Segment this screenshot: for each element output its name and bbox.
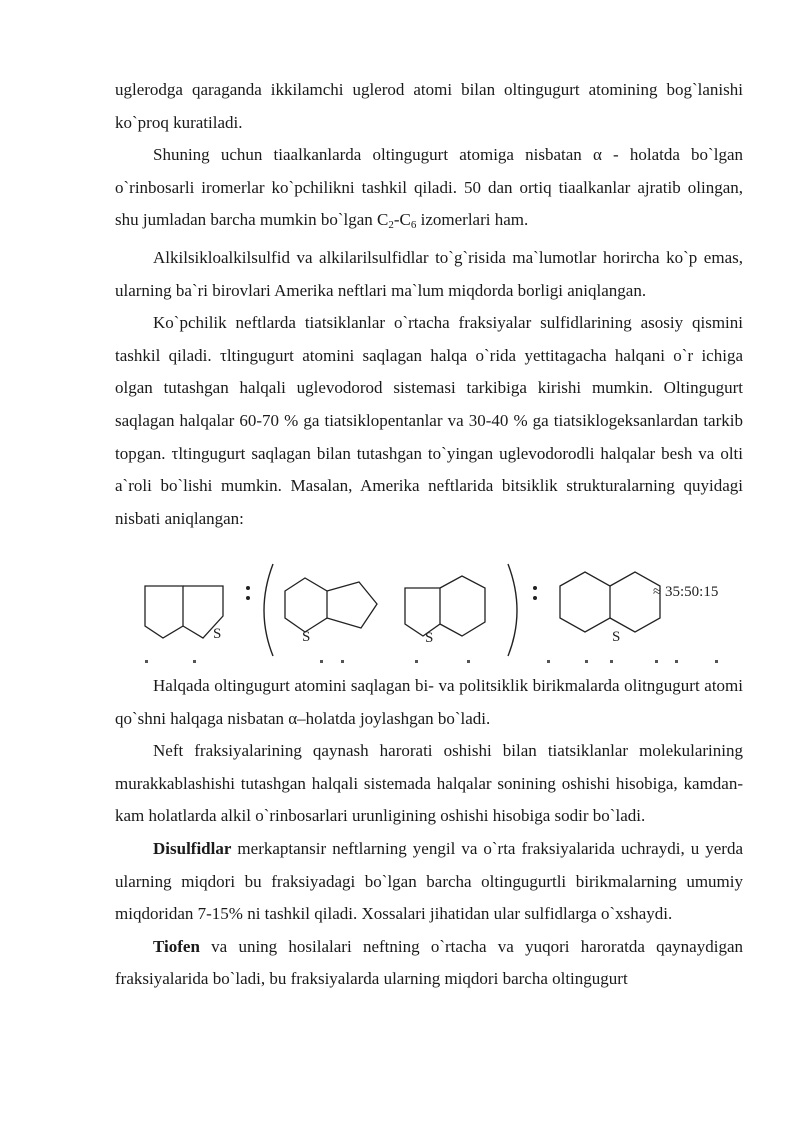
paragraph: Halqada oltingugurt atomini saqlagan bi- va politsiklik birikmalarda olitngugurt atomi qo`shni halqaga nisbatan α–holatda joylashgan bo`ladi. — [115, 676, 743, 728]
paragraph: Tiofen va uning hosilalari neftning o`rtacha va yuqori haroratda qaynaydigan fraksiyalarida bo`ladi, bu fraksiyalarda ularning miqdori barcha oltingugurt — [115, 936, 743, 989]
paragraph: Ko`pchilik neftlarda tiatsiklanlar o`rtacha fraksiyalar sulfidlarining asosiy qismini tashkil qiladi. τltingugurt atomini saqlagan halqa o`rida yettitagacha halqani o`r ichiga olgan tutashgan halqali uglevodorod sistemasi tarkibiga kirishi mumkin. Oltingugurt saqlagan halqalar 60-70 % ga tiatsiklopentanlar va 30-40 % ga tiatsiklogeksanlardan tarkib topgan. τltingugurt saqlagan bilan tutashgan to`yingan uglevodorodli halqalar besh va olti a`roli bo`lishi mumkin. Masalan, Amerika neftlarida bitsiklik strukturalarning quyidagi nisbati aniqlangan: — [115, 313, 743, 528]
term-bold: Tiofen — [153, 936, 200, 956]
sulfur-label: S — [425, 630, 434, 646]
text-block-top — [115, 74, 743, 535]
sulfur-label: S — [612, 629, 621, 645]
term-bold: Disulfidlar — [153, 838, 232, 858]
ring-cyclopentane — [145, 586, 183, 638]
bicyclic-structures-figure — [115, 556, 743, 666]
ring-cyclohexane — [440, 576, 485, 636]
paragraph: Shuning uchun tiaalkanlarda oltingugurt atomiga nisbatan α - holatda bo`lgan o`rinbosarli iromerlar ko`pchilikni tashkil qiladi. 50 dan ortiq tiaalkanlar ajratib olingan, shu jumladan barcha mumkin bo`lgan $C_2-C_6$ izomerlari ham. — [115, 145, 743, 232]
ring-thiolane-2 — [405, 588, 440, 636]
ring-thiane — [285, 578, 327, 632]
ring-cyclopentane-2 — [327, 582, 377, 628]
ring-thiane-2 — [610, 572, 660, 632]
ring-cyclohexane-2 — [560, 572, 610, 632]
sulfur-label: S — [302, 629, 311, 645]
structures-svg — [115, 556, 743, 666]
paragraph: Disulfidlar merkaptansir neftlarning yengil va o`rta fraksiyalarida uchraydi, u yerda ularning miqdori bu fraksiyadagi bo`lgan barcha oltingugurtli birikmalarning umumiy miqdoridan 7-15% ni tashkil qiladi. Xossalari jihatidan ular sulfidlarga o`xshaydi. — [115, 838, 743, 924]
paragraph: Alkilsikloalkilsulfid va alkilarilsulfidlar to`g`risida ma`lumotlar horircha ko`p emas, ularning ba`ri birovlari Amerika neftlari ma`lum miqdorda borligi aniqlangan. — [115, 247, 743, 300]
ratio-text: ≈ 35:50:15 — [653, 584, 719, 600]
paragraph: Neft fraksiyalarining qaynash harorati oshishi bilan tiatsiklanlar molekularining murakkablashishi tutashgan halqali sistemada halqalar sonining oshishi hisobiga, kamdan-kam holatlarda alkil o`rinbosarlari urunligining oshishi hisobiga sodir bo`ladi. — [115, 741, 743, 826]
paragraph: uglerodga qaraganda ikkilamchi uglerod atomi bilan oltingugurt atomining bog`lanishi ko`proq kuratiladi. — [115, 80, 743, 132]
sulfur-label: S — [213, 626, 222, 642]
text-block-bottom — [115, 670, 743, 996]
